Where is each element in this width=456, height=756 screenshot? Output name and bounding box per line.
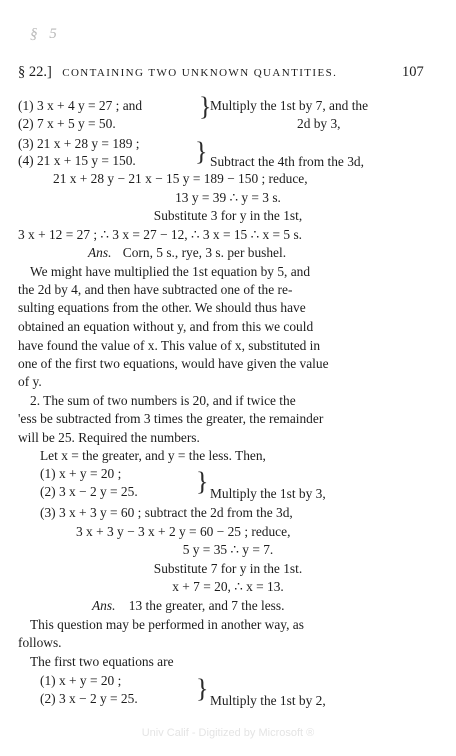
equation-line: 3 x + 12 = 27 ; ∴ 3 x = 27 − 12, ∴ 3 x = 15 ∴ x = 5 s. xyxy=(18,227,303,242)
equation-line: 3 x + 3 y − 3 x + 2 y = 60 − 25 ; reduce, xyxy=(76,524,291,539)
instruction-text: Multiply the 1st by 7, and the xyxy=(210,98,369,113)
page-number: 107 xyxy=(402,64,424,80)
equation-line: 21 x + 28 y − 21 x − 15 y = 189 − 150 ; reduce, xyxy=(53,171,308,186)
equation-2: (2) 3 x − 2 y = 25. xyxy=(40,691,138,706)
equation-1: (1) x + y = 20 ; xyxy=(40,466,122,481)
instruction-text: Multiply the 1st by 3, xyxy=(210,486,326,501)
answer-line xyxy=(88,245,286,261)
brace-glyph: } xyxy=(196,674,209,703)
instruction-text: 2d by 3, xyxy=(297,116,341,131)
text-line: one of the first two equations, would have given the value xyxy=(18,356,329,371)
text-line: follows. xyxy=(18,635,62,650)
equation-4: (4) 21 x + 15 y = 150. xyxy=(18,153,136,168)
answer-line xyxy=(92,598,284,614)
text-line: 'ess be subtracted from 3 times the greater, the remainder xyxy=(18,411,324,426)
section-label: § 22.] xyxy=(18,64,52,80)
equation-line: 13 y = 39 ∴ y = 3 s. xyxy=(175,190,281,205)
problem-statement: 2. The sum of two numbers is 20, and if twice the xyxy=(30,393,296,408)
answer-text: Corn, 5 s., rye, 3 s. per bushel. xyxy=(122,245,287,260)
text-line: The first two equations are xyxy=(30,654,174,669)
digitization-watermark: Univ Calif - Digitized by Microsoft ® xyxy=(141,727,315,739)
answer-label: Ans. xyxy=(92,598,116,613)
running-header xyxy=(18,64,337,81)
instruction-text: Multiply the 1st by 2, xyxy=(210,693,326,708)
text-line: Substitute 3 for y in the 1st, xyxy=(153,208,303,223)
equation-2: (2) 7 x + 5 y = 50. xyxy=(18,116,116,131)
pencil-mark: § 5 xyxy=(30,26,61,42)
answer-label: Ans. xyxy=(88,245,112,260)
instruction-text: Subtract the 4th from the 3d, xyxy=(210,154,364,169)
equation-1: (1) x + y = 20 ; xyxy=(40,673,122,688)
equation-3: (3) 21 x + 28 y = 189 ; xyxy=(18,136,140,151)
text-line: sulting equations from the other. We should thus have xyxy=(18,300,306,315)
equation-2: (2) 3 x − 2 y = 25. xyxy=(40,484,138,499)
equation-3: (3) 3 x + 3 y = 60 ; subtract the 2d from the 3d, xyxy=(40,505,293,520)
text-line: Let x = the greater, and y = the less. Then, xyxy=(40,448,266,463)
brace-glyph: } xyxy=(195,137,208,166)
text-line: Substitute 7 for y in the 1st. xyxy=(153,561,303,576)
equation-1: (1) 3 x + 4 y = 27 ; and xyxy=(18,98,143,113)
brace-glyph: } xyxy=(196,467,209,496)
text-line: will be 25. Required the numbers. xyxy=(18,430,200,445)
text-line: of y. xyxy=(18,374,42,389)
answer-text: 13 the greater, and 7 the less. xyxy=(128,598,285,613)
brace-glyph: } xyxy=(199,92,212,121)
text-line: This question may be performed in another way, as xyxy=(30,617,304,632)
equation-line: 5 y = 35 ∴ y = 7. xyxy=(182,542,274,557)
text-line: the 2d by 4, and then have subtracted one of the re- xyxy=(18,282,293,297)
text-line: We might have multiplied the 1st equation by 5, and xyxy=(30,264,311,279)
text-line: obtained an equation without y, and from this we could xyxy=(18,319,314,334)
header-title: CONTAINING TWO UNKNOWN QUANTITIES. xyxy=(62,67,338,79)
text-line: have found the value of x. This value of x, substituted in xyxy=(18,338,321,353)
equation-line: x + 7 = 20, ∴ x = 13. xyxy=(172,579,284,594)
